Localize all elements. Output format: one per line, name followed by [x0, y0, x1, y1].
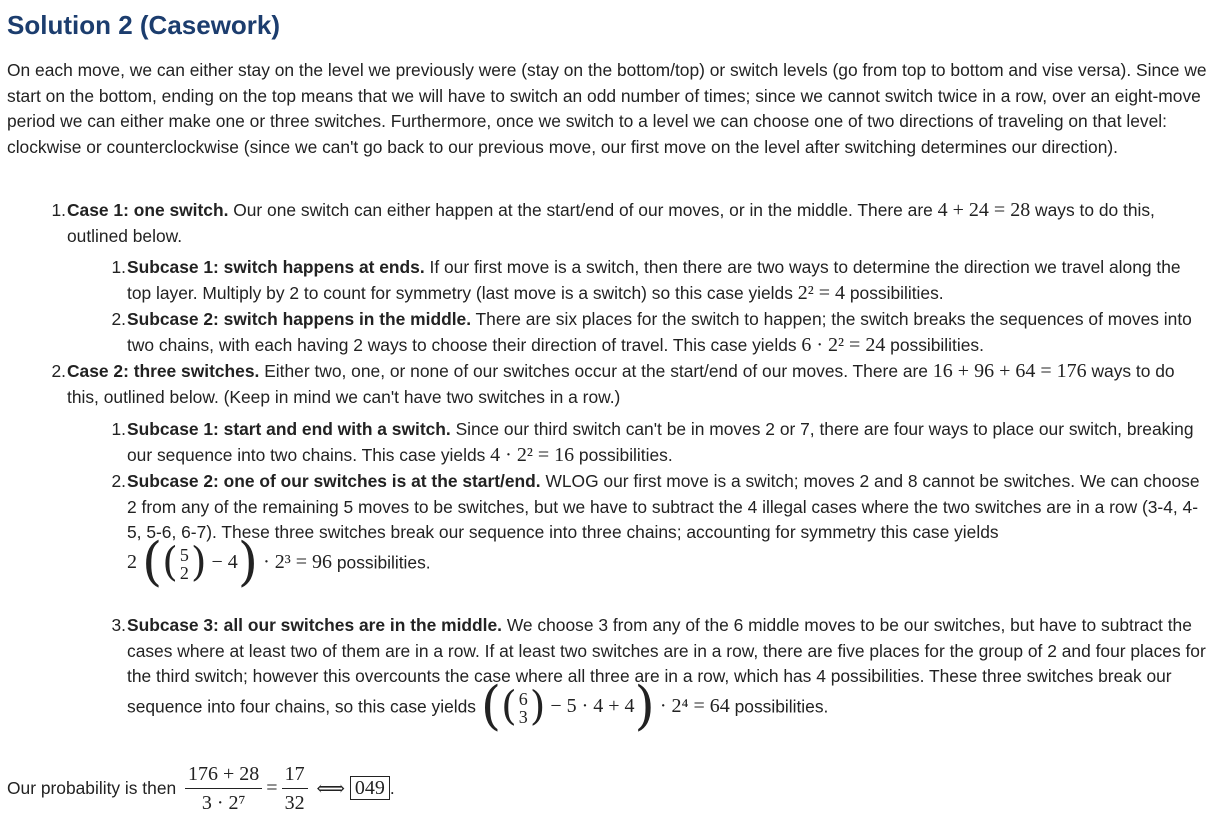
subcase-text [96, 255, 1206, 306]
list-number: 2. [111, 471, 126, 491]
subcase-math: 2² = 4 [797, 281, 846, 304]
binomial-bottom: 2 [179, 562, 189, 583]
list-number: 1. [111, 257, 126, 277]
binomial-top: 6 [518, 688, 528, 709]
fraction-1 [185, 762, 262, 815]
subcase-text [96, 613, 1206, 737]
subcase-label: Subcase 2: one of our switches is at the start/end. [127, 471, 541, 491]
list-number: 1. [51, 200, 66, 220]
binomial-bottom: 3 [518, 706, 528, 727]
case-1-item [36, 198, 1204, 249]
subcase-label: Subcase 1: switch happens at ends. [127, 257, 425, 277]
boxed-answer: 049 [350, 776, 390, 800]
conclusion-text: Our probability is then [7, 778, 181, 798]
math-coef: 2 [127, 551, 137, 574]
case-2-subcase-3 [96, 613, 1206, 737]
intro-paragraph: On each move, we can either stay on the level we previously were (stay on the bottom/top) or switch levels (go from top to bottom and vise versa). Since we start on the bottom, ending on the top means that we will have to switch an odd number of times; since we cannot switch twice in a row, over an eight-move period we can either make one or three switches. Furthermore, once we switch to a level we can choose one of two directions of traveling on that level: clockwise or counterclockwise (since we can't go back to our previous move, our first move on the level after switching determines our direction). [7, 60, 1207, 157]
subcase-text-a: Since our third switch can't be in moves 2 or 7, there are four ways to place our switch, breaking our sequence into two chains. This case yields [127, 419, 1194, 465]
right-paren-inner: ) [529, 683, 546, 730]
subcase-text-b: possibilities. [729, 696, 829, 717]
case-2-item [36, 359, 1204, 410]
fraction-1-numerator: 176 + 28 [185, 762, 262, 789]
binomial-top: 5 [179, 544, 189, 565]
list-number: 1. [111, 419, 126, 439]
fraction-1-denominator: 3 · 2⁷ [201, 792, 246, 814]
subcase-text-b: possibilities. [885, 334, 984, 355]
case-1-label: Case 1: one switch. [67, 200, 229, 220]
binomial [180, 546, 189, 582]
fraction-2-denominator: 32 [284, 792, 305, 814]
left-paren-inner: ( [162, 539, 178, 586]
period: . [389, 778, 395, 798]
subcase-label: Subcase 2: switch happens in the middle. [127, 309, 472, 329]
conclusion [7, 762, 395, 815]
subcase-text-a: WLOG our first move is a switch; moves 2 and 8 cannot be switches. We can choose 2 from any of the remaining 5 moves to be switches, but we have to subtract the 4 illegal cases where the two switches are in a row (3-4, 4-5, 5-6, 6-7). These three switches break our sequence into three chains; accounting for symmetry this case yields [127, 471, 1200, 543]
subcase-text-b: possibilities. [845, 282, 944, 303]
subcase-math: 4 · 2² = 16 [490, 443, 575, 466]
case-2-subcase-2 [96, 469, 1206, 593]
case-2-text-a: Either two, one, or none of our switches occur at the start/end of our moves. There are [259, 361, 933, 381]
case-2-text [36, 359, 1204, 410]
right-paren: ) [237, 532, 259, 593]
case-1-text-b: ways to do this, outlined below. [67, 200, 1155, 246]
list-number: 3. [111, 615, 126, 635]
subcase-label: Subcase 3: all our switches are in the middle. [127, 615, 502, 635]
case-2-math: 16 + 96 + 64 = 176 [932, 360, 1087, 382]
right-paren: ) [634, 676, 655, 737]
case-1-text [36, 198, 1204, 249]
case-2-text-b: ways to do this, outlined below. (Keep in mind we can't have two switches in a row.) [67, 361, 1175, 407]
subcase-text [96, 417, 1206, 468]
case-2-subcase-1 [96, 417, 1206, 468]
left-paren: ( [480, 676, 502, 737]
page-title: Solution 2 (Casework) [7, 10, 281, 40]
subcase-text [96, 307, 1206, 358]
subcase-text [96, 469, 1206, 593]
left-paren-inner: ( [501, 683, 517, 730]
left-paren: ( [142, 532, 163, 593]
math-minus: − 5 · 4 + 4 [550, 695, 635, 718]
subcase-text-b: possibilities. [332, 552, 431, 573]
fraction-2 [282, 762, 308, 815]
subcase-text-b: possibilities. [574, 444, 673, 465]
equals-sign: = [266, 777, 278, 799]
iff-arrow: ⟺ [316, 778, 346, 800]
math-tail: · 2³ = 96 [263, 551, 333, 574]
subcase-math: 6 · 2² = 24 [801, 333, 886, 356]
case-2-label: Case 2: three switches. [67, 361, 260, 381]
fraction-2-numerator: 17 [282, 762, 308, 789]
subcase-label: Subcase 1: start and end with a switch. [127, 419, 451, 439]
subcase-text-a: There are six places for the switch to happen; the switch breaks the sequences of moves into two chains, with each having 2 ways to choose their direction of travel. This case yields [127, 309, 1192, 355]
binomial-expression [127, 532, 333, 593]
binomial [519, 690, 528, 726]
binomial-expression [480, 676, 730, 737]
case-1-text-a: Our one switch can either happen at the start/end of our moves, or in the middle. There are [228, 200, 938, 220]
list-number: 2. [51, 361, 66, 381]
list-number: 2. [111, 309, 126, 329]
right-paren-inner: ) [190, 539, 207, 586]
case-1-subcase-1 [96, 255, 1206, 306]
math-minus: − 4 [211, 551, 238, 574]
case-1-math: 4 + 24 = 28 [937, 199, 1031, 221]
math-tail: · 2⁴ = 64 [659, 695, 730, 718]
case-1-subcase-2 [96, 307, 1206, 358]
subcase-text-a: If our first move is a switch, then there are two ways to determine the direction we travel along the top layer. Multiply by 2 to count for symmetry (last move is a switch) so this case yields [127, 257, 1181, 303]
subcase-text-a: We choose 3 from any of the 6 middle moves to be our switches, but have to subtract the cases where at least two of them are in a row. If at least two switches are in a row, there are five places for the group of 2 and four places for the third switch; however this overcounts the case where all three are in a row, which has 4 possibilities. These three switches break our sequence into four chains, so this case yields [127, 615, 1206, 717]
